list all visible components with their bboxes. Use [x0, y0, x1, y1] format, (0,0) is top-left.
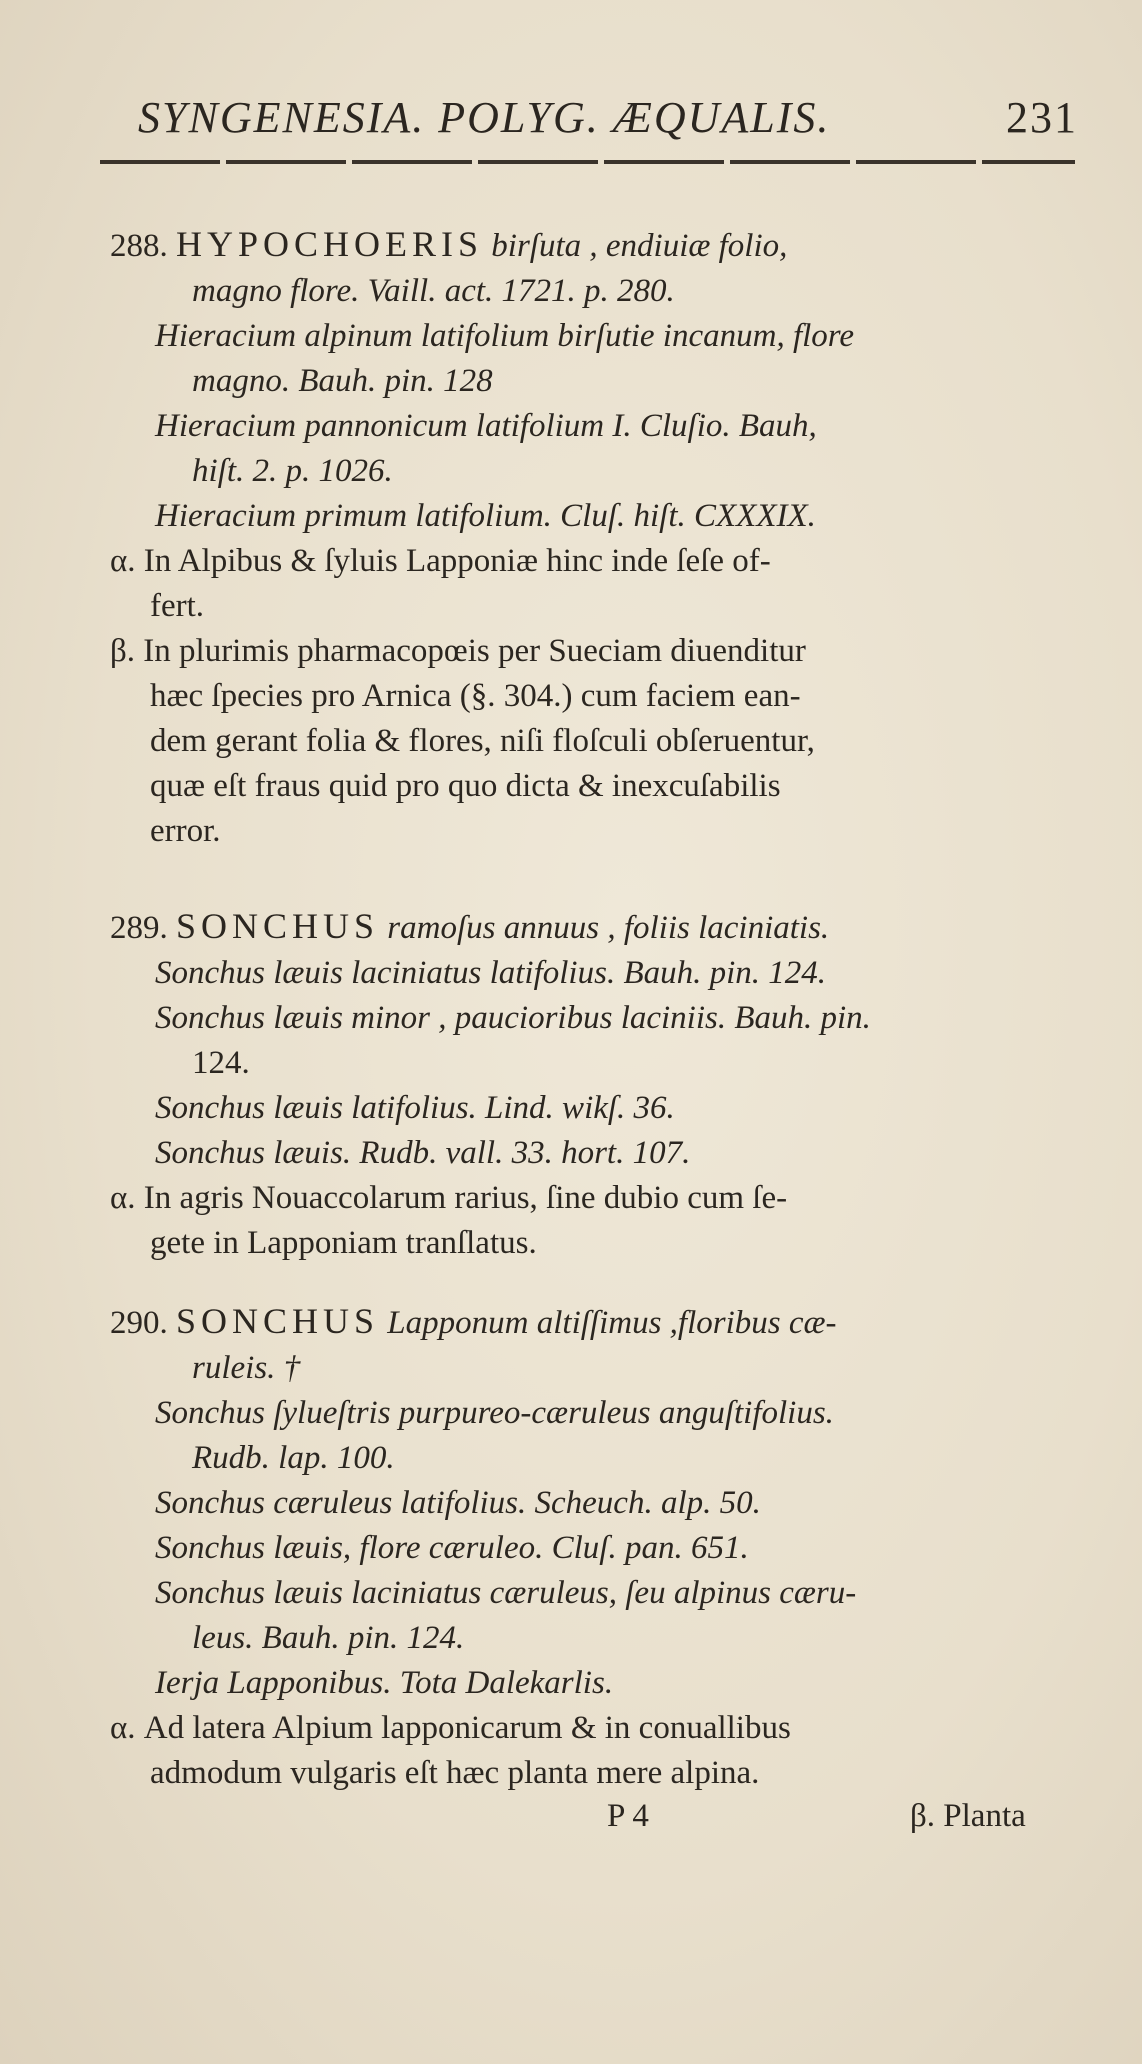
- genus-name: SONCHUS: [176, 906, 380, 946]
- line-text: error.: [150, 813, 221, 849]
- genus-name: HYPOCHOERIS: [176, 224, 484, 264]
- line-text: gete in Lapponiam tranſlatus.: [150, 1225, 537, 1261]
- entry-line: [110, 1221, 1090, 1266]
- entry-line: [110, 1041, 1090, 1086]
- line-text: α. In agris Nouaccolarum rarius, ſine dubio cum ſe-: [110, 1180, 788, 1216]
- entry-line: [110, 269, 1090, 314]
- catchword: β. Planta: [910, 1798, 1026, 1834]
- species-entry-288: [110, 222, 1090, 854]
- line-text: Hieracium primum latifolium. Cluſ. hiſt. CXXXIX.: [155, 498, 816, 534]
- species-entry-290: [110, 1299, 1090, 1796]
- line-text: Sonchus læuis, flore cæruleo. Cluſ. pan. 651.: [155, 1530, 749, 1566]
- line-text: Sonchus læuis. Rudb. vall. 33. hort. 107.: [155, 1135, 691, 1171]
- line-text: magno flore. Vaill. act. 1721. p. 280.: [192, 273, 675, 309]
- synonym-line: [110, 1086, 1090, 1131]
- header-rule: [100, 160, 1075, 164]
- synonym-line: [110, 404, 1090, 449]
- species-diagnosis: birſuta , endiuiæ folio,: [491, 228, 788, 264]
- line-text: α. In Alpibus & ſyluis Lapponiæ hinc inde ſeſe of-: [110, 543, 771, 579]
- line-text: Sonchus cæruleus latifolius. Scheuch. alp. 50.: [155, 1485, 761, 1521]
- synonym-line: [110, 996, 1090, 1041]
- entry-line: [110, 809, 1090, 854]
- note-line: [110, 539, 1090, 584]
- species-diagnosis: ramoſus annuus , foliis laciniatis.: [387, 910, 830, 946]
- line-text: 124.: [192, 1045, 250, 1081]
- line-text: hæc ſpecies pro Arnica (§. 304.) cum faciem ean-: [150, 678, 801, 714]
- entry-line: [110, 222, 1090, 269]
- entry-number: 290.: [110, 1305, 168, 1341]
- entry-line: [110, 584, 1090, 629]
- line-text: ruleis. †: [192, 1350, 301, 1386]
- entry-line: [110, 1346, 1090, 1391]
- line-text: Sonchus ſylueſtris purpureo-cæruleus anguſtifolius.: [155, 1395, 834, 1431]
- line-text: fert.: [150, 588, 205, 624]
- line-text: Hieracium alpinum latifolium birſutie incanum, flore: [155, 318, 855, 354]
- running-title: SYNGENESIA. POLYG. ÆQUALIS.: [138, 93, 831, 142]
- line-text: leus. Bauh. pin. 124.: [192, 1620, 465, 1656]
- line-text: dem gerant folia & flores, niſi floſculi obſeruentur,: [150, 723, 815, 759]
- signature-mark: P 4: [607, 1798, 649, 1834]
- synonym-line: [110, 951, 1090, 996]
- note-line: [110, 1176, 1090, 1221]
- entry-line: [110, 1299, 1090, 1346]
- line-text: α. Ad latera Alpium lapponicarum & in conuallibus: [110, 1710, 791, 1746]
- entry-line: [110, 449, 1090, 494]
- entry-number: 288.: [110, 228, 168, 264]
- entry-number: 289.: [110, 910, 168, 946]
- line-text: Sonchus læuis laciniatus cæruleus, ſeu alpinus cæru-: [155, 1575, 857, 1611]
- entry-line: [110, 1751, 1090, 1796]
- synonym-line: [110, 494, 1090, 539]
- line-text: Sonchus læuis latifolius. Lind. wikſ. 36.: [155, 1090, 675, 1126]
- line-text: Sonchus læuis laciniatus latifolius. Bauh. pin. 124.: [155, 955, 827, 991]
- genus-name: SONCHUS: [176, 1301, 380, 1341]
- entry-line: [110, 1436, 1090, 1481]
- line-text: magno. Bauh. pin. 128: [192, 363, 493, 399]
- line-text: admodum vulgaris eſt hæc planta mere alpina.: [150, 1755, 760, 1791]
- page-number: 231: [1006, 93, 1078, 142]
- synonym-line: [110, 1131, 1090, 1176]
- species-entry-289: [110, 904, 1090, 1266]
- entry-line: [110, 359, 1090, 404]
- synonym-line: [110, 1571, 1090, 1616]
- synonym-line: [110, 1661, 1090, 1706]
- entry-line: [110, 719, 1090, 764]
- synonym-line: [110, 1481, 1090, 1526]
- line-text: Hieracium pannonicum latifolium I. Cluſio. Bauh,: [155, 408, 817, 444]
- running-header: [138, 92, 1078, 152]
- entry-line: [110, 674, 1090, 719]
- line-text: quæ eſt fraus quid pro quo dicta & inexcuſabilis: [150, 768, 781, 804]
- line-text: β. In plurimis pharmacopœis per Sueciam diuenditur: [110, 633, 806, 669]
- note-line: [110, 629, 1090, 674]
- note-line: [110, 1706, 1090, 1751]
- synonym-line: [110, 1391, 1090, 1436]
- entry-line: [110, 904, 1090, 951]
- page-footer: [0, 1798, 1142, 1848]
- line-text: Sonchus læuis minor , paucioribus laciniis. Bauh. pin.: [155, 1000, 871, 1036]
- line-text: Rudb. lap. 100.: [192, 1440, 395, 1476]
- entry-line: [110, 1616, 1090, 1661]
- synonym-line: [110, 1526, 1090, 1571]
- line-text: hiſt. 2. p. 1026.: [192, 453, 393, 489]
- synonym-line: [110, 314, 1090, 359]
- entry-line: [110, 764, 1090, 809]
- line-text: Ierja Lapponibus. Tota Dalekarlis.: [155, 1665, 614, 1701]
- species-diagnosis: Lapponum altiſſimus ,floribus cæ-: [387, 1305, 837, 1341]
